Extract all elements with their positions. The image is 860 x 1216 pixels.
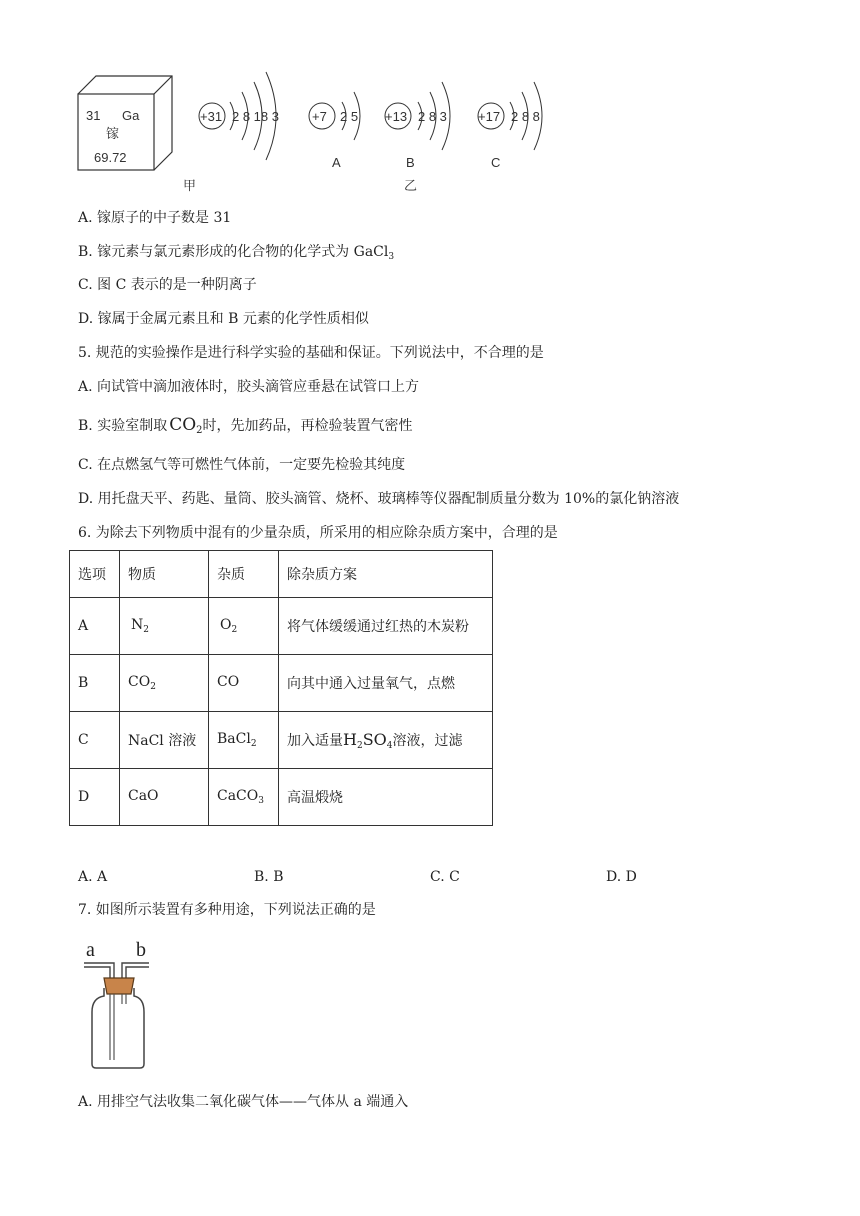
table-row [70,769,493,826]
row-method: 将气体缓缓通过红热的木炭粉 [279,598,493,655]
atom-c-nucleus: +17 [478,109,501,124]
row-impurity [209,769,279,826]
q5-option-b-suffix: 时，先加药品，再检验装置气密性 [202,418,413,434]
q6-answer-d: D. D [606,869,637,885]
gas-bottle [92,988,144,1068]
q4-option-a: A. 镓原子的中子数是 31 [78,210,232,226]
row-option: A [70,598,120,655]
long-tube [110,994,114,1060]
element-symbol: Ga [122,108,140,123]
q4-option-b [78,242,394,267]
element-name: 镓 [106,126,120,141]
element-number: 31 [86,108,101,123]
q6-table [69,550,493,826]
row-method: 向其中通入过量氧气，点燃 [279,655,493,712]
header-method: 除杂质方案 [279,551,493,598]
atom-c-label: C [491,155,501,170]
substance-subscript: 2 [143,625,149,635]
row-substance [120,655,209,712]
atom-c-shells: 2 8 8 [511,109,540,124]
q7-stem: 7. 如图所示装置有多种用途，下列说法正确的是 [78,902,376,918]
substance-formula: CaO [128,788,159,804]
method-subscript-2: 4 [386,740,393,751]
element-mass: 69.72 [94,150,127,165]
table-row [70,655,493,712]
atom-a-label: A [332,155,341,170]
row-option: B [70,655,120,712]
ga-atom-diagram [199,72,279,160]
impurity-formula: CaCO [217,788,259,804]
atom-b-diagram [385,82,450,193]
impurity-formula: BaCl [217,731,251,747]
method-formula-h: H [343,729,357,749]
row-method [279,712,493,769]
impurity-formula: O [220,617,232,633]
row-impurity [209,598,279,655]
method-subscript-1: 2 [356,740,363,751]
ga-nucleus: +31 [200,109,223,124]
atom-c-diagram [478,82,542,170]
substance-subscript: 2 [150,682,156,692]
caption-jia: 甲 [183,178,197,193]
rubber-stopper [104,978,134,994]
tube-label-a: a [86,939,95,961]
q4-option-b-text: B. 镓元素与氯元素形成的化合物的化学式为 GaCl [78,244,389,260]
q7-option-a: A. 用排空气法收集二氧化碳气体——气体从 a 端通入 [78,1094,409,1110]
impurity-subscript: 2 [250,739,257,749]
atom-b-label: B [406,155,415,170]
tube-label-b: b [136,939,146,961]
header-impurity: 杂质 [209,551,279,598]
q5-option-c: C. 在点燃氢气等可燃性气体前，一定要先检验其纯度 [78,457,406,473]
q4-option-c: C. 图 C 表示的是一种阴离子 [78,277,257,293]
impurity-formula: CO [217,674,240,690]
row-impurity [209,655,279,712]
q6-answer-a: A. A [78,869,108,885]
glass-tubes [84,963,149,978]
atom-a-diagram [309,92,360,170]
q4-option-b-subscript: 3 [388,252,395,262]
atom-a-shells: 2 5 [340,109,359,124]
row-substance [120,598,209,655]
method-prefix: 加入适量 [287,732,343,749]
row-impurity [209,712,279,769]
substance-formula: CO [128,674,151,690]
substance-formula: N [131,617,144,633]
atom-b-shells: 2 8 3 [418,109,447,124]
ga-shells: 2 8 18 3 [232,109,279,124]
q5-option-b [78,415,413,441]
q6-answer-c: C. C [430,869,460,885]
q5-option-b-subscript: 2 [196,425,203,436]
method-suffix: 溶液，过滤 [392,732,463,749]
q5-option-b-formula: CO [169,415,197,435]
q5-stem: 5. 规范的实验操作是进行科学实验的基础和保证。下列说法中，不合理的是 [78,345,544,361]
q4-option-d: D. 镓属于金属元素且和 B 元素的化学性质相似 [78,311,369,327]
header-substance: 物质 [120,551,209,598]
q5-option-a: A. 向试管中滴加液体时，胶头滴管应垂悬在试管口上方 [78,379,420,395]
method-formula-so: SO [362,729,387,749]
impurity-subscript: 3 [258,796,264,806]
element-figure [70,64,560,196]
row-option: D [70,769,120,826]
short-tube [122,994,126,1004]
atom-a-nucleus: +7 [312,109,327,124]
gas-bottle-figure [78,936,168,1076]
header-option: 选项 [70,551,120,598]
table-row [70,712,493,769]
impurity-subscript: 2 [231,625,238,635]
q6-table-header [70,551,493,598]
row-option: C [70,712,120,769]
row-method: 高温煅烧 [279,769,493,826]
atom-b-nucleus: +13 [385,109,408,124]
q5-option-b-prefix: B. 实验室制取 [78,418,168,434]
q5-option-d: D. 用托盘天平、药匙、量筒、胶头滴管、烧杯、玻璃棒等仪器配制质量分数为 10%的氯化钠溶液 [78,491,680,507]
substance-formula: NaCl 溶液 [128,732,197,749]
row-substance [120,769,209,826]
table-row [70,598,493,655]
q6-stem: 6. 为除去下列物质中混有的少量杂质，所采用的相应除杂质方案中，合理的是 [78,525,558,541]
q6-answer-b: B. B [254,869,284,885]
caption-yi: 乙 [404,178,418,193]
row-substance [120,712,209,769]
